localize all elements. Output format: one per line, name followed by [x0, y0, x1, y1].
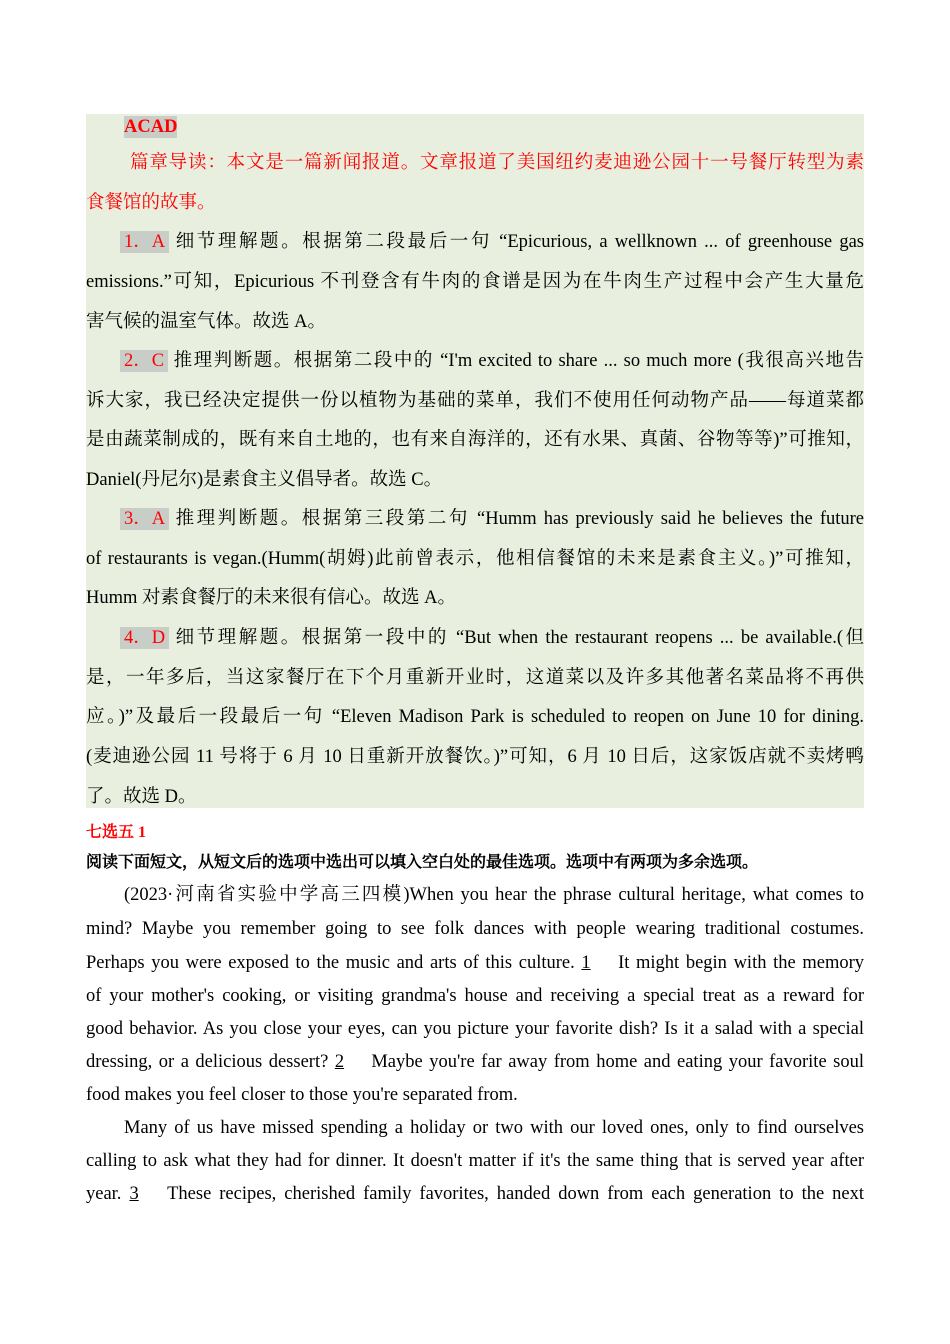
- q4-line-4: (麦迪逊公园 11 号将于 6 月 10 日重新开放餐饮。)”可知，6 月 10 日后，这家饭店就不卖烤鸭: [86, 747, 864, 767]
- answer-explanation-box: [86, 114, 864, 808]
- q2-line-1: 2．C 推理判断题。根据第二段中的 “I'm excited to share ... so much more (我很高兴地告: [86, 350, 864, 372]
- section-instruction: 阅读下面短文，从短文后的选项中选出可以填入空白处的最佳选项。选项中有两项为多余选项。: [86, 854, 759, 871]
- q4-line-3: 应。)”及最后一段最后一句 “Eleven Madison Park is scheduled to reopen on June 10 for dining.: [86, 707, 864, 727]
- passage-p1-line-3: Perhaps you were exposed to the music and arts of this culture. 1 It might begin with the memory: [86, 953, 865, 973]
- q1-answer-tag: 1．A: [120, 231, 169, 253]
- q3-line-3: Humm 对素食餐厅的未来很有信心。故选 A。: [86, 588, 457, 608]
- passage-p2-line-2: calling to ask what they had for dinner. It doesn't matter if it's the same thing that is served year after: [86, 1151, 864, 1171]
- q2-answer-tag: 2．C: [120, 350, 168, 372]
- passage-p2-line-3: year. 3 These recipes, cherished family favorites, handed down from each generation to the next: [86, 1184, 865, 1204]
- passage-p1-line-2: mind? Maybe you remember going to see folk dances with people wearing traditional costumes.: [86, 919, 864, 939]
- q4-line-5: 了。故选 D。: [86, 787, 197, 807]
- passage-p1-line-4: of your mother's cooking, or visiting grandma's house and receiving a special treat as a reward for: [86, 986, 864, 1006]
- q2-line-3: 是由蔬菜制成的，既有来自土地的，也有来自海洋的，还有水果、真菌、谷物等等)”可推知，: [86, 430, 864, 450]
- blank-1: 1: [581, 953, 591, 973]
- q3-line-1: 3．A 推理判断题。根据第三段第二句 “Humm has previously said he believes the future: [86, 508, 864, 530]
- intro-line-2: 食餐馆的故事。: [86, 193, 216, 213]
- q3-answer-tag: 3．A: [120, 508, 169, 530]
- intro-line-1: 篇章导读：本文是一篇新闻报道。文章报道了美国纽约麦迪逊公园十一号餐厅转型为素: [130, 153, 864, 173]
- q2-line-2: 诉大家，我已经决定提供一份以植物为基础的菜单，我们不使用任何动物产品——每道菜都: [86, 391, 864, 411]
- q2-line-4: Daniel(丹尼尔)是素食主义倡导者。故选 C。: [86, 470, 443, 490]
- q4-answer-tag: 4．D: [120, 627, 169, 649]
- passage-p1-line-6: dressing, or a delicious dessert? 2 Maybe you're far away from home and eating your favorite soul: [86, 1052, 864, 1072]
- answers-label: ACAD: [124, 117, 178, 137]
- passage-p1-line-5: good behavior. As you close your eyes, can you picture your favorite dish? Is it a salad with a special: [86, 1019, 864, 1039]
- passage-p1-line-7: food makes you feel closer to those you're separated from.: [86, 1085, 518, 1105]
- passage-p1-line-1: (2023·河南省实验中学高三四模)When you hear the phrase cultural heritage, what comes to: [124, 885, 864, 905]
- q4-line-1: 4．D 细节理解题。根据第一段中的 “But when the restaurant reopens ... be available.(但: [86, 627, 864, 649]
- q1-line-1: 1．A 细节理解题。根据第二段最后一句 “Epicurious, a wellknown ... of greenhouse gas: [86, 231, 864, 253]
- passage-p2-line-1: Many of us have missed spending a holiday or two with our loved ones, only to find ourselves: [124, 1118, 864, 1138]
- q4-line-2: 是，一年多后，当这家餐厅在下个月重新开业时，这道菜以及许多其他著名菜品将不再供: [86, 668, 864, 688]
- q3-line-2: of restaurants is vegan.(Humm(胡姆)此前曾表示，他相信餐馆的未来是素食主义。)”可推知，: [86, 549, 864, 569]
- section-title: 七选五 1: [86, 824, 147, 841]
- blank-3: 3: [129, 1184, 139, 1204]
- q1-line-2: emissions.”可知，Epicurious 不刊登含有牛肉的食谱是因为在牛肉生产过程中会产生大量危: [86, 272, 864, 292]
- blank-2: 2: [334, 1052, 345, 1072]
- q1-line-3: 害气候的温室气体。故选 A。: [86, 312, 326, 332]
